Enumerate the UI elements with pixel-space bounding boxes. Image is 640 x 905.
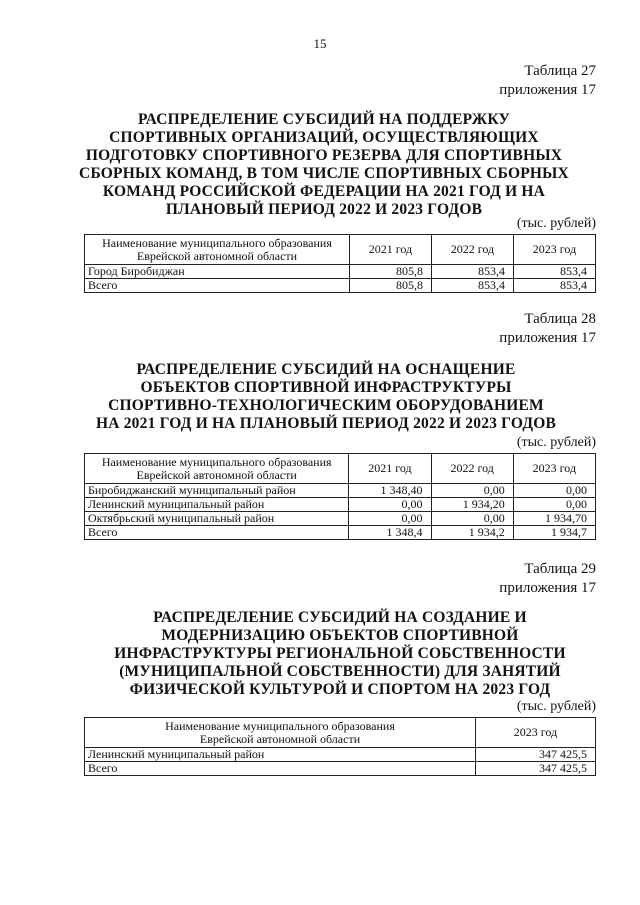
cell-value: 1 348,40 [349, 484, 431, 498]
table-number: Таблица 29 [524, 561, 596, 577]
header-name-line1: Наименование муниципального образования [101, 454, 332, 469]
row-name: Ленинский муниципальный район [85, 498, 349, 512]
table-29-label [380, 560, 596, 598]
row-name: Ленинский муниципальный район [85, 748, 476, 762]
header-year: 2023 год [513, 454, 595, 484]
table-29 [84, 717, 596, 776]
header-name-line2: Еврейской автономной области [136, 467, 297, 482]
row-name: Всего [85, 526, 349, 540]
cell-value: 1 934,20 [431, 498, 513, 512]
cell-value: 853,4 [431, 279, 513, 293]
table-27-unit: (тыс. рублей) [516, 216, 596, 231]
cell-value: 347 425,5 [476, 748, 596, 762]
table-row [85, 512, 596, 526]
table-row [85, 748, 596, 762]
cell-value: 0,00 [349, 512, 431, 526]
header-year: 2021 год [349, 235, 431, 265]
cell-value: 1 934,2 [431, 526, 513, 540]
header-name-cell [85, 454, 349, 484]
cell-value: 1 934,7 [513, 526, 595, 540]
table-number: Таблица 27 [524, 63, 596, 79]
row-name: Всего [85, 279, 350, 293]
page-number: 15 [313, 36, 327, 51]
table-row [85, 762, 596, 776]
cell-value: 1 348,4 [349, 526, 431, 540]
table-number: Таблица 28 [524, 311, 596, 327]
table-header-row [85, 718, 596, 748]
appendix-ref: приложения 17 [499, 82, 596, 98]
header-year: 2022 год [431, 235, 513, 265]
header-name-line2: Еврейской автономной области [199, 731, 361, 746]
cell-value: 853,4 [431, 265, 513, 279]
cell-value: 1 934,70 [513, 512, 595, 526]
header-name-cell [85, 235, 350, 265]
header-name-line1: Наименование муниципального образования [102, 235, 332, 250]
header-year: 2023 год [476, 718, 596, 748]
header-year: 2023 год [513, 235, 595, 265]
header-name-line2: Еврейской автономной области [136, 248, 298, 263]
header-year: 2022 год [431, 454, 513, 484]
table-27 [84, 234, 596, 293]
table-27-title: РАСПРЕДЕЛЕНИЕ СУБСИДИЙ НА ПОДДЕРЖКУ СПОРТИВНЫХ ОРГАНИЗАЦИЙ, ОСУЩЕСТВЛЯЮЩИХ ПОДГОТОВКУ СПОРТИВНОГО РЕЗЕРВА ДЛЯ СПОРТИВНЫХ СБОРНЫХ КОМАНД, В ТОМ ЧИСЛЕ СПОРТИВНЫХ СБОРНЫХ КОМАНД РОССИЙСКОЙ ФЕДЕРАЦИИ НА 2021 ГОД И НА ПЛАНОВЫЙ ПЕРИОД 2022 И 2023 ГОДОВ [79, 111, 569, 218]
cell-value: 0,00 [513, 484, 595, 498]
table-28-unit: (тыс. рублей) [516, 435, 596, 450]
header-name-cell [85, 718, 476, 748]
table-28 [84, 453, 596, 540]
cell-value: 0,00 [431, 484, 513, 498]
header-name-line1: Наименование муниципального образования [165, 718, 395, 733]
cell-value: 853,4 [513, 279, 595, 293]
cell-value: 0,00 [431, 512, 513, 526]
table-row [85, 279, 596, 293]
table-header-row [85, 454, 596, 484]
table-row [85, 526, 596, 540]
table-row [85, 265, 596, 279]
cell-value: 347 425,5 [476, 762, 596, 776]
cell-value: 853,4 [513, 265, 595, 279]
table-28-label [380, 310, 596, 348]
cell-value: 0,00 [349, 498, 431, 512]
row-name: Октябрьский муниципальный район [85, 512, 349, 526]
row-name: Город Биробиджан [85, 265, 350, 279]
cell-value: 0,00 [513, 498, 595, 512]
table-row [85, 498, 596, 512]
table-29-title: РАСПРЕДЕЛЕНИЕ СУБСИДИЙ НА СОЗДАНИЕ И МОДЕРНИЗАЦИЮ ОБЪЕКТОВ СПОРТИВНОЙ ИНФРАСТРУКТУРЫ РЕГИОНАЛЬНОЙ СОБСТВЕННОСТИ (МУНИЦИПАЛЬНОЙ СОБСТВЕННОСТИ) ДЛЯ ЗАНЯТИЙ ФИЗИЧЕСКОЙ КУЛЬТУРОЙ И СПОРТОМ НА 2023 ГОД [114, 609, 566, 698]
appendix-ref: приложения 17 [499, 330, 596, 346]
table-27-label [380, 62, 596, 100]
cell-value: 805,8 [349, 265, 431, 279]
row-name: Всего [85, 762, 476, 776]
cell-value: 805,8 [349, 279, 431, 293]
row-name: Биробиджанский муниципальный район [85, 484, 349, 498]
table-header-row [85, 235, 596, 265]
table-29-unit: (тыс. рублей) [516, 699, 596, 714]
appendix-ref: приложения 17 [499, 580, 596, 596]
table-row [85, 484, 596, 498]
table-28-title: РАСПРЕДЕЛЕНИЕ СУБСИДИЙ НА ОСНАЩЕНИЕ ОБЪЕКТОВ СПОРТИВНОЙ ИНФРАСТРУКТУРЫ СПОРТИВНО-ТЕХНОЛОГИЧЕСКИМ ОБОРУДОВАНИЕМ НА 2021 ГОД И НА ПЛАНОВЫЙ ПЕРИОД 2022 И 2023 ГОДОВ [96, 361, 556, 432]
header-year: 2021 год [349, 454, 431, 484]
